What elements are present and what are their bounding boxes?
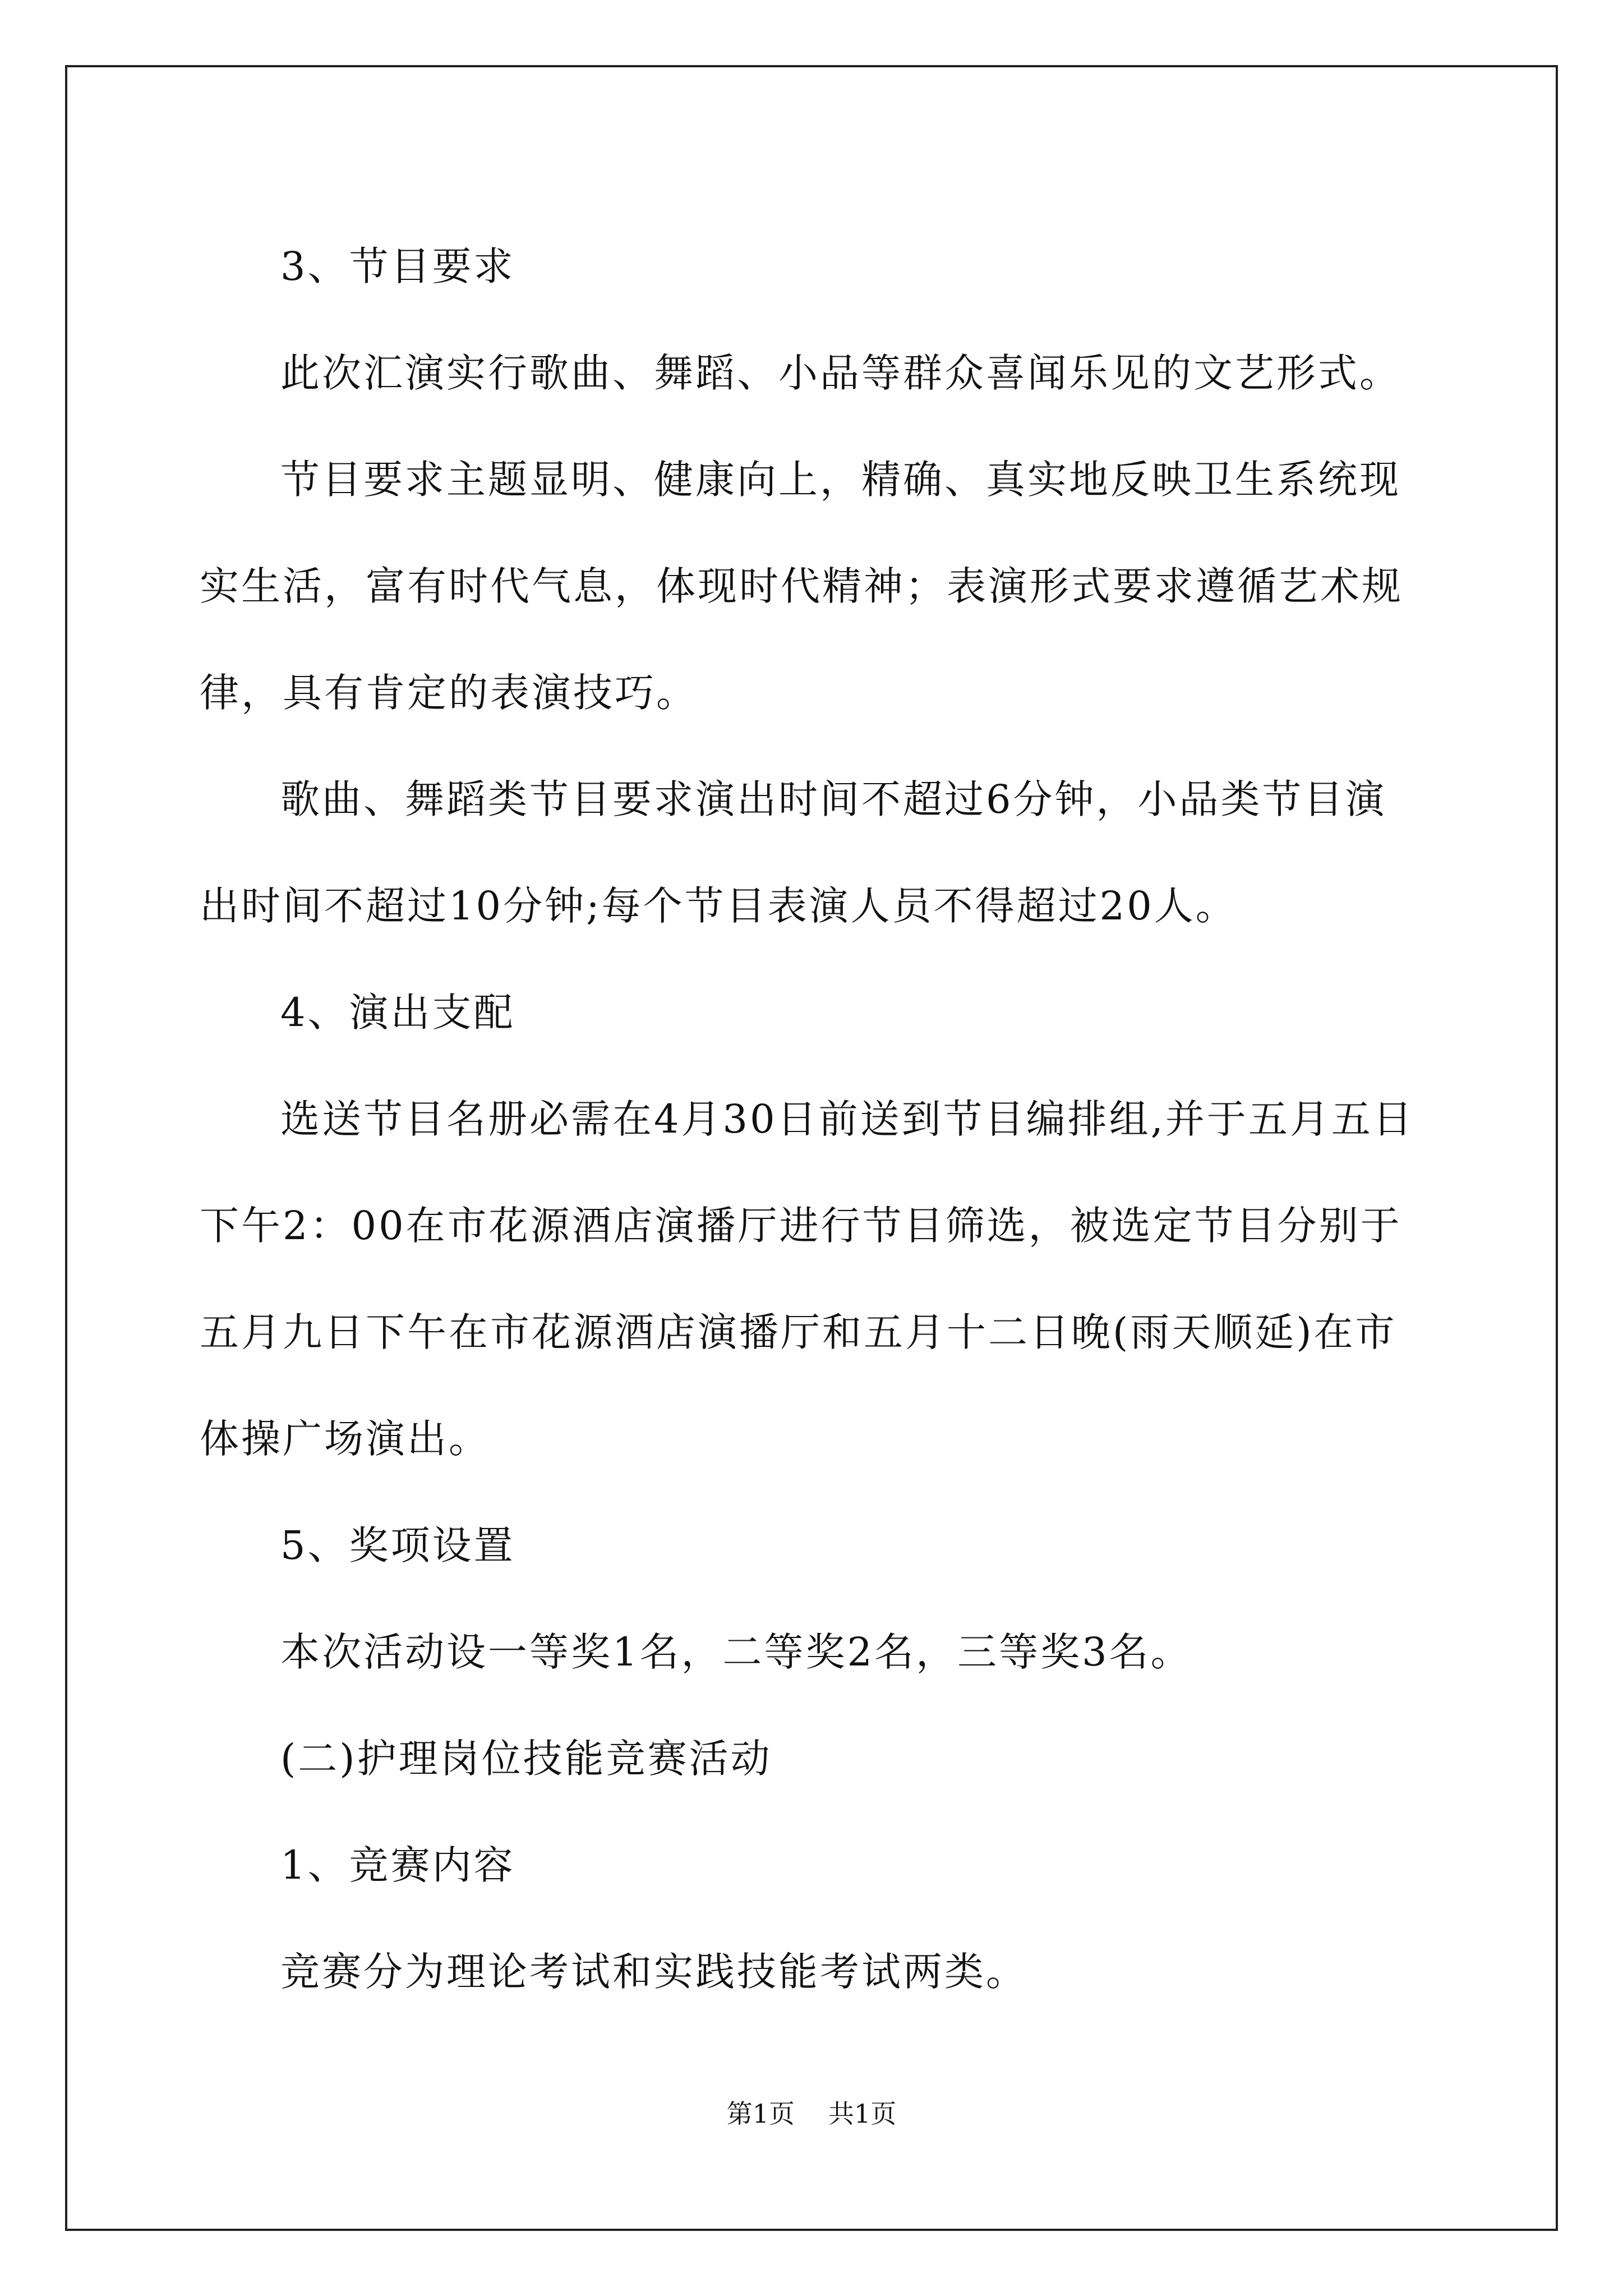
section-heading: 5、奖项设置 <box>280 1522 515 1568</box>
paragraph: 节目要求主题显明、健康向上，精确、真实地反映卫生系统现实生活，富有时代气息，体现时代精神；表演形式要求遵循艺术规律，具有肯定的表演技巧。 <box>200 457 1403 716</box>
paragraph: 选送节目名册必需在4月30日前送到节目编排组,并于五月五日下午2：00在市花源酒店演播厅进行节目筛选，被选定节目分别于五月九日下午在市花源酒店演播厅和五月十二日晚(雨天顺延)在市体操广场演出。 <box>200 1096 1414 1462</box>
section-heading: 1、竞赛内容 <box>280 1842 515 1888</box>
paragraph: 歌曲、舞蹈类节目要求演出时间不超过6分钟，小品类节目演出时间不超过10分钟;每个节目表演人员不得超过20人。 <box>200 776 1387 929</box>
document-body <box>200 213 1428 2025</box>
section-heading: (二)护理岗位技能竞赛活动 <box>280 1736 772 1782</box>
section-heading: 3、节目要求 <box>280 243 515 289</box>
page-number-current: 第1页 <box>726 2099 795 2129</box>
page-footer <box>0 2097 1623 2131</box>
section-heading: 4、演出支配 <box>280 990 515 1036</box>
paragraph: 本次活动设一等奖1名，二等奖2名，三等奖3名。 <box>280 1629 1192 1675</box>
paragraph: 此次汇演实行歌曲、舞蹈、小品等群众喜闻乐见的文艺形式。 <box>280 350 1401 396</box>
paragraph: 竞赛分为理论考试和实践技能考试两类。 <box>280 1949 1027 1995</box>
page-number-total: 共1页 <box>828 2099 897 2129</box>
